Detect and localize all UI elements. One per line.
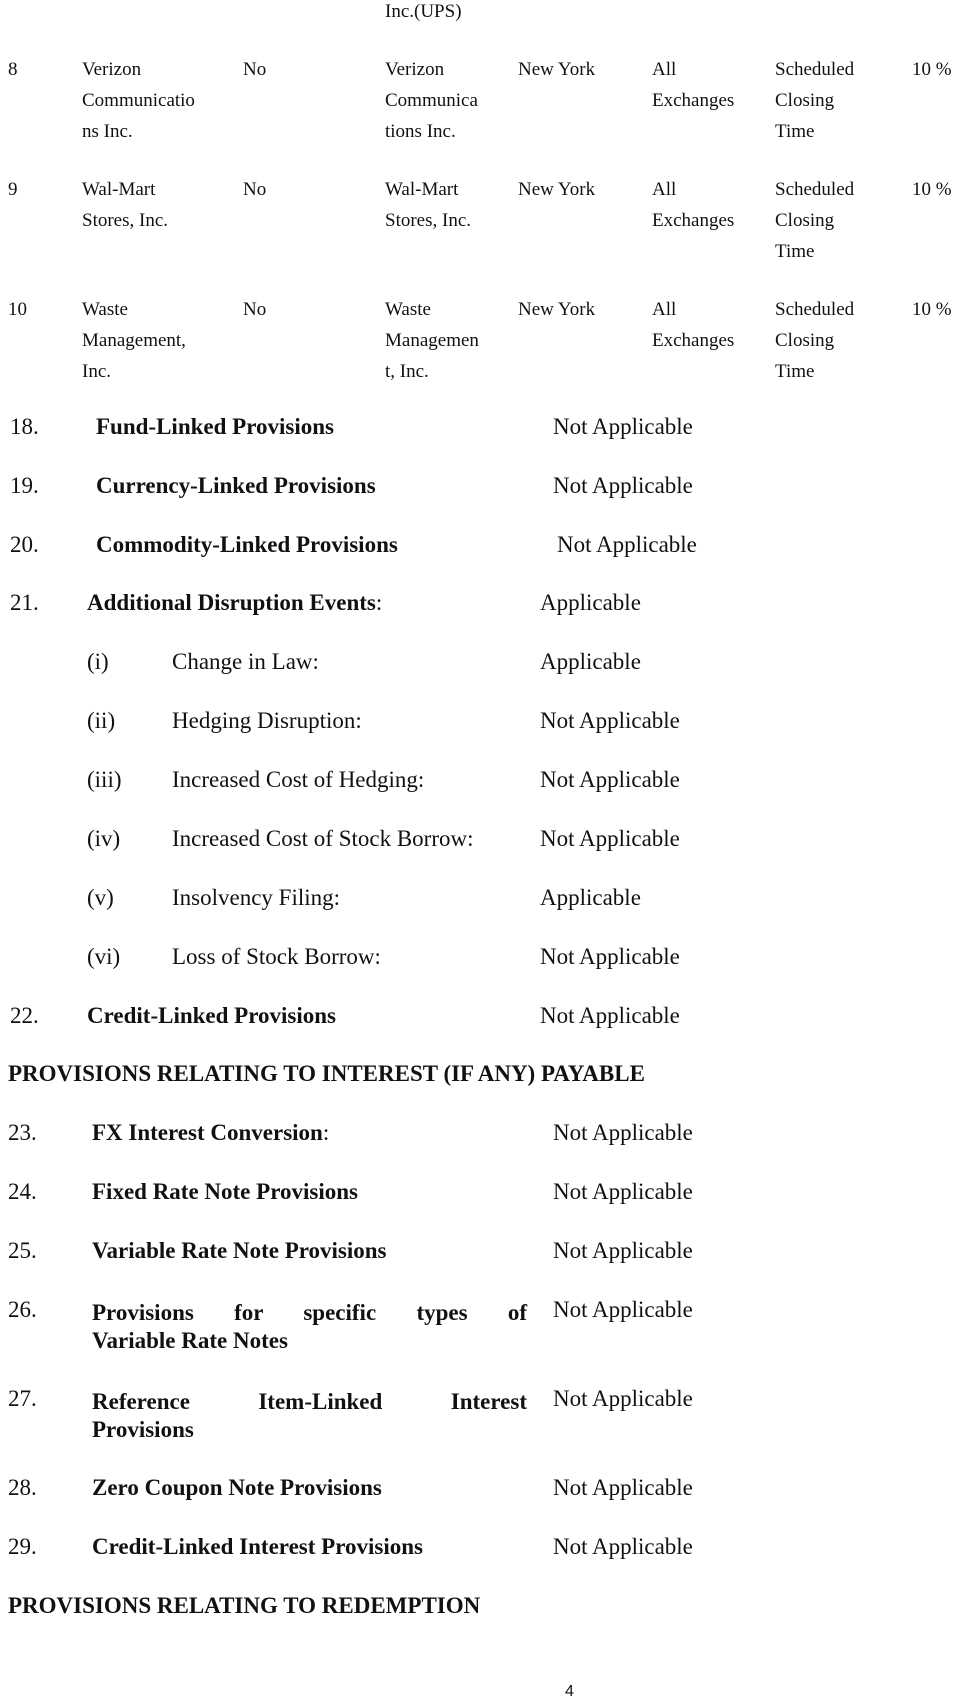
sub-item-value: Not Applicable <box>540 708 680 733</box>
table-cell-exchanges: All <box>652 59 677 80</box>
table-cell-issuer: Verizon <box>385 59 445 80</box>
table-cell-valuation-time: Time <box>775 241 815 262</box>
table-cell-company: Management, <box>82 330 186 351</box>
item-number: 20. <box>10 532 39 557</box>
table-cell-weighting: 10 % <box>912 179 952 200</box>
table-cell-valuation-time: Time <box>775 361 815 382</box>
table-cell-issuer: Communica <box>385 90 478 111</box>
item-label-bold: Additional Disruption Events <box>87 590 376 615</box>
table-cell-issuer: Wal-Mart <box>385 179 459 200</box>
table-cell-exchanges: Exchanges <box>652 90 735 111</box>
item-number: 28. <box>8 1475 37 1500</box>
sub-item-value: Applicable <box>540 885 641 910</box>
additional-disruption-events-label <box>87 590 382 616</box>
table-cell-company: ns Inc. <box>82 121 133 142</box>
table-cell-issuer: t, Inc. <box>385 361 429 382</box>
table-cell-company: Communicatio <box>82 90 195 111</box>
table-cell-issuer: Stores, Inc. <box>385 210 472 231</box>
sub-item-label: Increased Cost of Stock Borrow: <box>172 826 474 851</box>
variable-rate-note-provisions-label: Variable Rate Note Provisions <box>92 1238 387 1263</box>
table-cell-company: Stores, Inc. <box>82 210 169 231</box>
item-value: Not Applicable <box>553 1179 693 1204</box>
table-cell-valuation-time: Scheduled <box>775 179 855 200</box>
table-cell-exchange-city: New York <box>518 299 596 320</box>
table-cell-company: Wal-Mart <box>82 179 156 200</box>
table-cell-valuation-time: Scheduled <box>775 59 855 80</box>
table-cell-exchanges: Exchanges <box>652 210 735 231</box>
item-number: 18. <box>10 414 39 439</box>
item-value: Not Applicable <box>553 414 693 439</box>
table-cell-exchanges: All <box>652 299 677 320</box>
item-number: 19. <box>10 473 39 498</box>
item-value: Applicable <box>540 590 641 615</box>
sub-item-value: Applicable <box>540 649 641 674</box>
sub-item-label: Loss of Stock Borrow: <box>172 944 381 969</box>
table-cell-exchange-city: New York <box>518 179 596 200</box>
table-cell-issuer: Managemen <box>385 330 479 351</box>
sub-item-roman: (vi) <box>87 944 121 969</box>
sub-item-roman: (iii) <box>87 767 122 792</box>
section-heading-interest: PROVISIONS RELATING TO INTEREST (IF ANY) PAYABLE <box>8 1061 645 1086</box>
item-value: Not Applicable <box>540 1003 680 1028</box>
table-cell-exchanges: All <box>652 179 677 200</box>
table-cell-number: 9 <box>8 179 18 200</box>
sub-item-label: Increased Cost of Hedging: <box>172 767 425 792</box>
section-heading-redemption: PROVISIONS RELATING TO REDEMPTION <box>8 1593 481 1618</box>
item-label: Currency-Linked Provisions <box>96 473 376 498</box>
item-label-suffix: : <box>375 590 383 615</box>
item-value: Not Applicable <box>553 1475 693 1500</box>
item-value: Not Applicable <box>553 473 693 498</box>
item-value: Not Applicable <box>553 1297 693 1322</box>
table-cell-valuation-time: Closing <box>775 330 835 351</box>
sub-item-roman: (i) <box>87 649 109 674</box>
table-cell-exchanges: Exchanges <box>652 330 735 351</box>
sub-item-roman: (ii) <box>87 708 116 733</box>
sub-item-label: Change in Law: <box>172 649 319 674</box>
table-cell-valuation-time: Closing <box>775 90 835 111</box>
item-value: Not Applicable <box>553 1386 693 1411</box>
item-label-bold: FX Interest Conversion <box>92 1120 323 1145</box>
table-cell-company: Waste <box>82 299 128 320</box>
table-cell-number: 10 <box>8 299 27 320</box>
fixed-rate-note-provisions-label: Fixed Rate Note Provisions <box>92 1179 358 1204</box>
item-number: 29. <box>8 1534 37 1559</box>
item-number: 21. <box>10 590 39 615</box>
table-cell-valuation-time: Time <box>775 121 815 142</box>
item-number: 23. <box>8 1120 37 1145</box>
sub-item-roman: (v) <box>87 885 114 910</box>
sub-item-roman: (iv) <box>87 826 121 851</box>
credit-linked-provisions-label: Credit-Linked Provisions <box>87 1003 336 1028</box>
item-value: Not Applicable <box>553 1238 693 1263</box>
table-cell-flag: No <box>243 59 267 80</box>
credit-linked-interest-provisions-label: Credit-Linked Interest Provisions <box>92 1534 423 1559</box>
specific-types-provisions-line1: Provisions for specific types of <box>92 1300 527 1325</box>
table-cell-exchange-city: New York <box>518 59 596 80</box>
table-cell-issuer: Waste <box>385 299 431 320</box>
sub-item-label: Insolvency Filing: <box>172 885 341 910</box>
item-value: Not Applicable <box>553 1120 693 1145</box>
table-cell-number: 8 <box>8 59 18 80</box>
table-cell-flag: No <box>243 179 267 200</box>
item-value: Not Applicable <box>553 1534 693 1559</box>
table-cell-company: Verizon <box>82 59 142 80</box>
table-cell-valuation-time: Closing <box>775 210 835 231</box>
table-cell-weighting: 10 % <box>912 59 952 80</box>
table-cell-valuation-time: Scheduled <box>775 299 855 320</box>
fx-interest-conversion-label <box>92 1120 329 1146</box>
item-number: 27. <box>8 1386 37 1411</box>
item-value: Not Applicable <box>557 532 697 557</box>
item-number: 26. <box>8 1297 37 1322</box>
table-cell-flag: No <box>243 299 267 320</box>
item-label-suffix: : <box>322 1120 330 1145</box>
sub-item-value: Not Applicable <box>540 767 680 792</box>
zero-coupon-note-provisions-label: Zero Coupon Note Provisions <box>92 1475 382 1500</box>
reference-item-linked-line2: Provisions <box>92 1417 194 1442</box>
item-number: 24. <box>8 1179 37 1204</box>
reference-item-linked-line1: Reference Item-Linked Interest <box>92 1389 527 1414</box>
table-cell-weighting: 10 % <box>912 299 952 320</box>
item-label: Commodity-Linked Provisions <box>96 532 398 557</box>
sub-item-value: Not Applicable <box>540 944 680 969</box>
specific-types-provisions-line2: Variable Rate Notes <box>92 1328 288 1353</box>
item-number: 22. <box>10 1003 39 1028</box>
table-cell-issuer: tions Inc. <box>385 121 456 142</box>
item-label: Fund-Linked Provisions <box>96 414 334 439</box>
table-cell-company: Inc. <box>82 361 112 382</box>
sub-item-value: Not Applicable <box>540 826 680 851</box>
sub-item-label: Hedging Disruption: <box>172 708 362 733</box>
table-cell-fragment: Inc.(UPS) <box>385 1 462 22</box>
item-number: 25. <box>8 1238 37 1263</box>
page-number: 4 <box>565 1683 574 1700</box>
